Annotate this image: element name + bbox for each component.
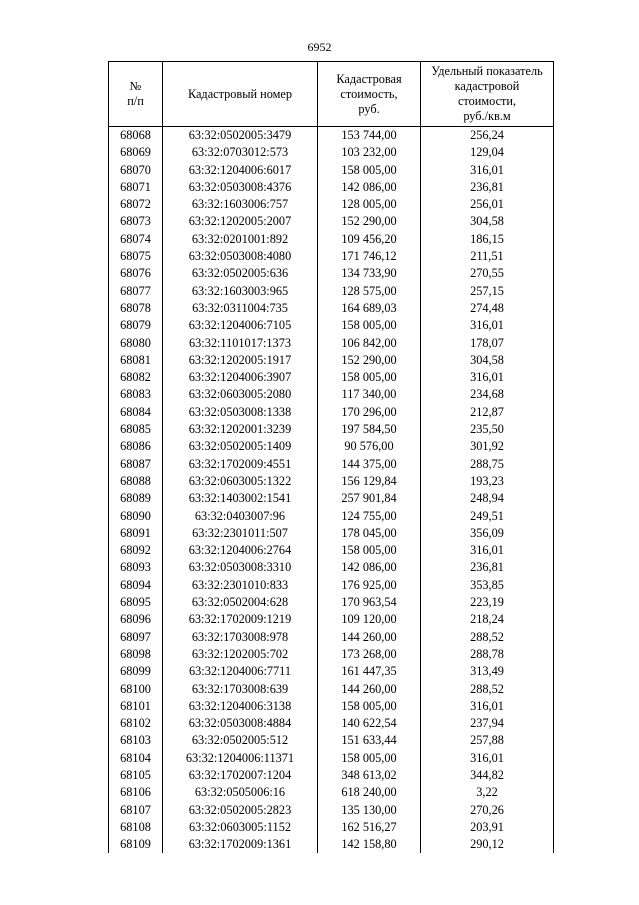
- cell-cadastral-number: 63:32:0503008:1338: [163, 404, 318, 421]
- cell-cadastral-number: 63:32:0703012:573: [163, 144, 318, 161]
- table-row: [109, 698, 554, 715]
- table-row: [109, 646, 554, 663]
- cell-cadastral-number: 63:32:1603006:757: [163, 196, 318, 213]
- cell-cadastral-value: 109 120,00: [318, 611, 421, 628]
- cell-row-number: 68103: [109, 732, 163, 749]
- cell-row-number: 68090: [109, 508, 163, 525]
- header-specific-value: Удельный показатель кадастровой стоимости, руб./кв.м: [421, 62, 554, 127]
- table-row: [109, 750, 554, 767]
- cell-cadastral-number: 63:32:0502005:636: [163, 265, 318, 282]
- table-row: [109, 577, 554, 594]
- cell-row-number: 68099: [109, 663, 163, 680]
- table-row: [109, 456, 554, 473]
- cell-specific-value: 211,51: [421, 248, 554, 265]
- cell-specific-value: 257,88: [421, 732, 554, 749]
- cell-cadastral-value: 158 005,00: [318, 162, 421, 179]
- cell-specific-value: 316,01: [421, 369, 554, 386]
- cell-cadastral-value: 142 158,80: [318, 836, 421, 853]
- cell-cadastral-value: 90 576,00: [318, 438, 421, 455]
- cell-cadastral-number: 63:32:1202001:3239: [163, 421, 318, 438]
- cell-specific-value: 304,58: [421, 213, 554, 230]
- table-row: [109, 802, 554, 819]
- cell-row-number: 68072: [109, 196, 163, 213]
- cell-cadastral-value: 158 005,00: [318, 369, 421, 386]
- cell-cadastral-value: 158 005,00: [318, 750, 421, 767]
- cell-cadastral-number: 63:32:1202005:702: [163, 646, 318, 663]
- cell-cadastral-number: 63:32:1101017:1373: [163, 335, 318, 352]
- cell-cadastral-value: 158 005,00: [318, 317, 421, 334]
- cell-cadastral-value: 176 925,00: [318, 577, 421, 594]
- cell-cadastral-number: 63:32:2301011:507: [163, 525, 318, 542]
- cell-cadastral-value: 142 086,00: [318, 559, 421, 576]
- cell-specific-value: 3,22: [421, 784, 554, 801]
- cell-cadastral-value: 103 232,00: [318, 144, 421, 161]
- cell-row-number: 68077: [109, 283, 163, 300]
- cell-specific-value: 301,92: [421, 438, 554, 455]
- cell-specific-value: 234,68: [421, 386, 554, 403]
- cell-cadastral-value: 173 268,00: [318, 646, 421, 663]
- cell-cadastral-value: 348 613,02: [318, 767, 421, 784]
- cell-row-number: 68088: [109, 473, 163, 490]
- table-row: [109, 421, 554, 438]
- cell-row-number: 68107: [109, 802, 163, 819]
- cell-cadastral-value: 144 375,00: [318, 456, 421, 473]
- cell-specific-value: 203,91: [421, 819, 554, 836]
- cell-row-number: 68105: [109, 767, 163, 784]
- table-row: [109, 352, 554, 369]
- cell-row-number: 68086: [109, 438, 163, 455]
- cell-specific-value: 212,87: [421, 404, 554, 421]
- table-row: [109, 836, 554, 853]
- cell-row-number: 68070: [109, 162, 163, 179]
- cell-specific-value: 288,78: [421, 646, 554, 663]
- cell-specific-value: 186,15: [421, 231, 554, 248]
- cell-cadastral-value: 134 733,90: [318, 265, 421, 282]
- cell-specific-value: 313,49: [421, 663, 554, 680]
- cell-cadastral-value: 171 746,12: [318, 248, 421, 265]
- cell-cadastral-value: 170 296,00: [318, 404, 421, 421]
- table-body: [109, 127, 554, 854]
- cell-row-number: 68106: [109, 784, 163, 801]
- cell-row-number: 68073: [109, 213, 163, 230]
- cell-specific-value: 316,01: [421, 162, 554, 179]
- cell-cadastral-number: 63:32:0502005:3479: [163, 127, 318, 145]
- cell-cadastral-number: 63:32:0603005:1322: [163, 473, 318, 490]
- cell-row-number: 68091: [109, 525, 163, 542]
- cell-cadastral-number: 63:32:1603003:965: [163, 283, 318, 300]
- cell-cadastral-value: 152 290,00: [318, 213, 421, 230]
- cell-row-number: 68097: [109, 629, 163, 646]
- table-row: [109, 767, 554, 784]
- table-row: [109, 715, 554, 732]
- table-row: [109, 248, 554, 265]
- cell-cadastral-value: 162 516,27: [318, 819, 421, 836]
- cell-specific-value: 356,09: [421, 525, 554, 542]
- cell-row-number: 68094: [109, 577, 163, 594]
- cell-cadastral-value: 156 129,84: [318, 473, 421, 490]
- cell-cadastral-number: 63:32:0603005:2080: [163, 386, 318, 403]
- cell-cadastral-number: 63:32:2301010:833: [163, 577, 318, 594]
- cell-cadastral-value: 158 005,00: [318, 698, 421, 715]
- cell-cadastral-value: 106 842,00: [318, 335, 421, 352]
- cell-specific-value: 304,58: [421, 352, 554, 369]
- cell-specific-value: 248,94: [421, 490, 554, 507]
- table-row: [109, 663, 554, 680]
- table-row: [109, 196, 554, 213]
- cell-cadastral-value: 128 575,00: [318, 283, 421, 300]
- cell-cadastral-number: 63:32:1702009:1219: [163, 611, 318, 628]
- cell-cadastral-value: 142 086,00: [318, 179, 421, 196]
- cell-row-number: 68092: [109, 542, 163, 559]
- cell-row-number: 68069: [109, 144, 163, 161]
- cell-specific-value: 249,51: [421, 508, 554, 525]
- cell-cadastral-value: 152 290,00: [318, 352, 421, 369]
- cell-cadastral-value: 158 005,00: [318, 542, 421, 559]
- cell-row-number: 68102: [109, 715, 163, 732]
- cell-specific-value: 274,48: [421, 300, 554, 317]
- cell-row-number: 68075: [109, 248, 163, 265]
- cell-row-number: 68071: [109, 179, 163, 196]
- table-row: [109, 611, 554, 628]
- table-row: [109, 300, 554, 317]
- cell-row-number: 68087: [109, 456, 163, 473]
- cell-row-number: 68098: [109, 646, 163, 663]
- cell-specific-value: 257,15: [421, 283, 554, 300]
- cadastral-table: [108, 61, 554, 853]
- cell-row-number: 68085: [109, 421, 163, 438]
- cell-specific-value: 129,04: [421, 144, 554, 161]
- cell-cadastral-number: 63:32:1204006:2764: [163, 542, 318, 559]
- header-row: [109, 62, 554, 127]
- cell-specific-value: 270,55: [421, 265, 554, 282]
- cell-specific-value: 344,82: [421, 767, 554, 784]
- cell-row-number: 68080: [109, 335, 163, 352]
- table-row: [109, 317, 554, 334]
- cell-cadastral-value: 140 622,54: [318, 715, 421, 732]
- cell-row-number: 68096: [109, 611, 163, 628]
- cell-cadastral-number: 63:32:1202005:1917: [163, 352, 318, 369]
- cell-cadastral-value: 153 744,00: [318, 127, 421, 145]
- table-row: [109, 438, 554, 455]
- cell-specific-value: 237,94: [421, 715, 554, 732]
- table-row: [109, 213, 554, 230]
- cell-cadastral-value: 124 755,00: [318, 508, 421, 525]
- cell-specific-value: 223,19: [421, 594, 554, 611]
- cell-specific-value: 316,01: [421, 698, 554, 715]
- cell-cadastral-number: 63:32:0502005:2823: [163, 802, 318, 819]
- table-row: [109, 629, 554, 646]
- cell-row-number: 68108: [109, 819, 163, 836]
- cell-row-number: 68079: [109, 317, 163, 334]
- cell-cadastral-value: 144 260,00: [318, 629, 421, 646]
- cell-cadastral-number: 63:32:0503008:4376: [163, 179, 318, 196]
- cell-row-number: 68089: [109, 490, 163, 507]
- cell-cadastral-number: 63:32:1204006:7711: [163, 663, 318, 680]
- cell-cadastral-number: 63:32:0201001:892: [163, 231, 318, 248]
- cell-specific-value: 178,07: [421, 335, 554, 352]
- cell-specific-value: 288,52: [421, 681, 554, 698]
- table-row: [109, 594, 554, 611]
- cell-cadastral-number: 63:32:0502005:512: [163, 732, 318, 749]
- table-header: [109, 62, 554, 127]
- cell-cadastral-value: 128 005,00: [318, 196, 421, 213]
- cell-cadastral-value: 257 901,84: [318, 490, 421, 507]
- cell-specific-value: 316,01: [421, 750, 554, 767]
- cell-row-number: 68078: [109, 300, 163, 317]
- cell-cadastral-value: 135 130,00: [318, 802, 421, 819]
- table-row: [109, 162, 554, 179]
- cell-specific-value: 256,01: [421, 196, 554, 213]
- table-row: [109, 490, 554, 507]
- table-row: [109, 473, 554, 490]
- table-row: [109, 386, 554, 403]
- table-row: [109, 819, 554, 836]
- table-row: [109, 732, 554, 749]
- cell-cadastral-value: 117 340,00: [318, 386, 421, 403]
- cell-specific-value: 270,26: [421, 802, 554, 819]
- cell-row-number: 68100: [109, 681, 163, 698]
- header-cadastral-value: Кадастровая стоимость, руб.: [318, 62, 421, 127]
- cell-specific-value: 218,24: [421, 611, 554, 628]
- cell-cadastral-value: 178 045,00: [318, 525, 421, 542]
- cell-cadastral-number: 63:32:1702007:1204: [163, 767, 318, 784]
- cell-row-number: 68095: [109, 594, 163, 611]
- cell-row-number: 68093: [109, 559, 163, 576]
- cell-cadastral-number: 63:32:1403002:1541: [163, 490, 318, 507]
- cell-cadastral-number: 63:32:1204006:3138: [163, 698, 318, 715]
- cell-cadastral-number: 63:32:0311004:735: [163, 300, 318, 317]
- cell-cadastral-value: 170 963,54: [318, 594, 421, 611]
- cell-cadastral-number: 63:32:1702009:1361: [163, 836, 318, 853]
- cell-cadastral-number: 63:32:0503008:3310: [163, 559, 318, 576]
- cell-cadastral-number: 63:32:0603005:1152: [163, 819, 318, 836]
- cell-cadastral-value: 109 456,20: [318, 231, 421, 248]
- table-row: [109, 283, 554, 300]
- table-row: [109, 369, 554, 386]
- cell-row-number: 68083: [109, 386, 163, 403]
- cell-specific-value: 236,81: [421, 559, 554, 576]
- cell-specific-value: 353,85: [421, 577, 554, 594]
- cell-row-number: 68074: [109, 231, 163, 248]
- cell-cadastral-number: 63:32:0502004:628: [163, 594, 318, 611]
- cell-cadastral-number: 63:32:0502005:1409: [163, 438, 318, 455]
- table-row: [109, 559, 554, 576]
- cell-row-number: 68076: [109, 265, 163, 282]
- cell-specific-value: 256,24: [421, 127, 554, 145]
- cell-cadastral-value: 151 633,44: [318, 732, 421, 749]
- table-row: [109, 542, 554, 559]
- cell-specific-value: 316,01: [421, 317, 554, 334]
- cell-row-number: 68109: [109, 836, 163, 853]
- cell-row-number: 68084: [109, 404, 163, 421]
- cell-specific-value: 316,01: [421, 542, 554, 559]
- page-number: 6952: [307, 40, 332, 54]
- cell-row-number: 68101: [109, 698, 163, 715]
- cell-cadastral-number: 63:32:1204006:3907: [163, 369, 318, 386]
- cell-cadastral-number: 63:32:0503008:4884: [163, 715, 318, 732]
- cell-specific-value: 288,52: [421, 629, 554, 646]
- cell-cadastral-number: 63:32:1204006:6017: [163, 162, 318, 179]
- cell-cadastral-number: 63:32:0503008:4080: [163, 248, 318, 265]
- cell-cadastral-number: 63:32:0505006:16: [163, 784, 318, 801]
- table-row: [109, 404, 554, 421]
- cell-row-number: 68104: [109, 750, 163, 767]
- table-row: [109, 508, 554, 525]
- cell-row-number: 68081: [109, 352, 163, 369]
- cell-cadastral-value: 144 260,00: [318, 681, 421, 698]
- cell-specific-value: 193,23: [421, 473, 554, 490]
- cell-cadastral-number: 63:32:1202005:2007: [163, 213, 318, 230]
- cell-cadastral-number: 63:32:1702009:4551: [163, 456, 318, 473]
- cell-cadastral-number: 63:32:1703008:978: [163, 629, 318, 646]
- cell-cadastral-number: 63:32:1204006:7105: [163, 317, 318, 334]
- cell-specific-value: 235,50: [421, 421, 554, 438]
- cell-cadastral-number: 63:32:1703008:639: [163, 681, 318, 698]
- cell-row-number: 68068: [109, 127, 163, 145]
- table-row: [109, 265, 554, 282]
- table-row: [109, 335, 554, 352]
- table-row: [109, 179, 554, 196]
- cell-specific-value: 288,75: [421, 456, 554, 473]
- cell-specific-value: 236,81: [421, 179, 554, 196]
- cell-cadastral-number: 63:32:1204006:11371: [163, 750, 318, 767]
- table-row: [109, 231, 554, 248]
- header-row-number: № п/п: [109, 62, 163, 127]
- cell-row-number: 68082: [109, 369, 163, 386]
- cell-cadastral-value: 197 584,50: [318, 421, 421, 438]
- header-cadastral-number: Кадастровый номер: [163, 62, 318, 127]
- cell-specific-value: 290,12: [421, 836, 554, 853]
- table-row: [109, 681, 554, 698]
- cell-cadastral-value: 618 240,00: [318, 784, 421, 801]
- cell-cadastral-number: 63:32:0403007:96: [163, 508, 318, 525]
- table-row: [109, 144, 554, 161]
- table-row: [109, 127, 554, 145]
- cell-cadastral-value: 161 447,35: [318, 663, 421, 680]
- table-row: [109, 784, 554, 801]
- table-row: [109, 525, 554, 542]
- cell-cadastral-value: 164 689,03: [318, 300, 421, 317]
